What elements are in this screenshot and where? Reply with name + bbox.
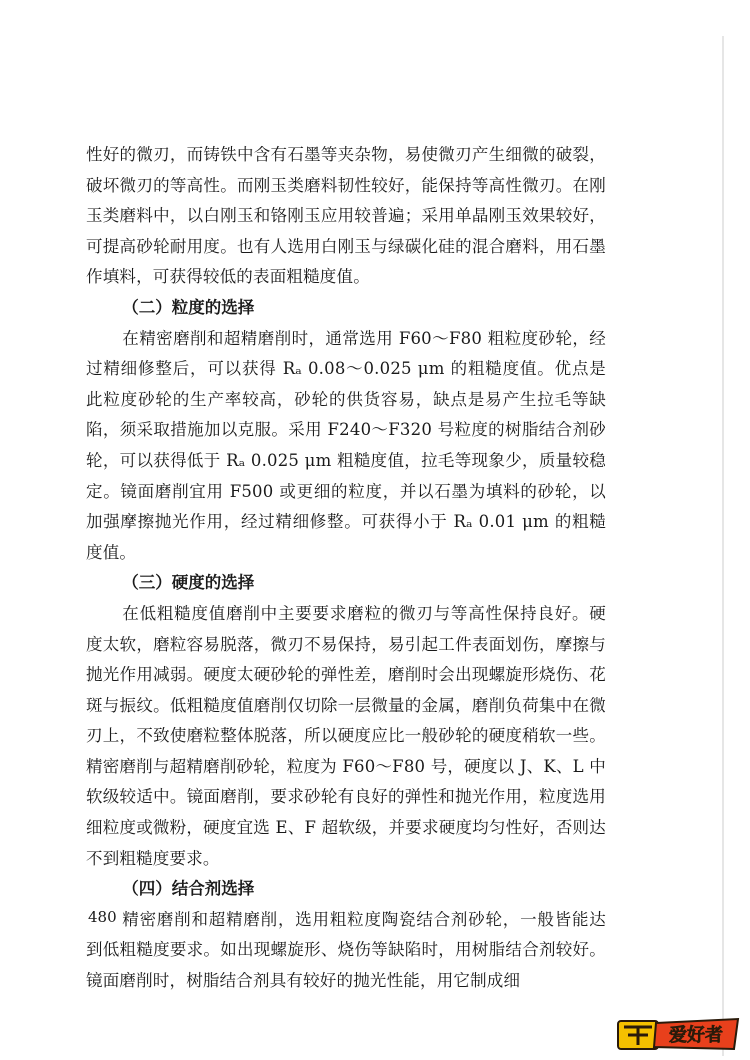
paragraph-bond: 精密磨削和超精磨削，选用粗粒度陶瓷结合剂砂轮，一般皆能达到低粗糙度要求。如出现螺旋形、烧伤等缺陷时，用树脂结合剂较好。镜面磨削时，树脂结合剂具有较好的抛光性能，用它制成细 xyxy=(86,909,606,991)
page-body xyxy=(86,140,606,997)
woodworking-logo-watermark xyxy=(616,1013,742,1053)
section-heading-hardness: （三）硬度的选择 xyxy=(122,573,255,593)
section-heading-bond: （四）结合剂选择 xyxy=(122,879,255,899)
paragraph-hardness: 在低粗糙度值磨削中主要要求磨粒的微刃与等高性保持良好。硬度太软，磨粒容易脱落，微刃不易保持，易引起工件表面划伤，摩擦与抛光作用减弱。硬度太硬砂轮的弹性差，磨削时会出现螺旋形烧伤、花斑与振纹。低粗糙度值磨削仅切除一层微量的金属，磨削负荷集中在微刃上，不致使磨粒整体脱落，所以硬度应比一般砂轮的硬度稍软一些。精密磨削与超精磨削砂轮，粒度为 F60～F80 号，硬度以 J、K、L 中软级较适中。镜面磨削，要求砂轮有良好的弹性和抛光作用，粒度选用细粒度或微粉，硬度宜选 E、F 超软级，并要求硬度均匀性好，否则达不到粗糙度要求。 xyxy=(86,603,606,868)
paragraph-grain-size: 在精密磨削和超精磨削时，通常选用 F60～F80 粗粒度砂轮，经过精细修整后，可以获得 Rₐ 0.08～0.025 μm 的粗糙度值。优点是此粒度砂轮的生产率较高，砂轮的供货容易，缺点是易产生拉毛等缺陷，须采取措施加以克服。采用 F240～F320 号粒度的树脂结合剂砂轮，可以获得低于 Rₐ 0.025 μm 粗糙度值，拉毛等现象少，质量较稳定。镜面磨削宜用 F500 或更细的粒度，并以石墨为填料的砂轮，以加强摩擦抛光作用，经过精细修整。可获得小于 Rₐ 0.01 μm 的粗糙度值。 xyxy=(86,328,606,562)
scrollbar-track[interactable] xyxy=(722,36,724,1056)
paragraph-cast-iron: 性好的微刃，而铸铁中含有石墨等夹杂物，易使微刃产生细微的破裂，破坏微刃的等高性。而刚玉类磨料韧性较好，能保持等高性微刃。在刚玉类磨料中，以白刚玉和铬刚玉应用较普遍；采用单晶刚玉效果较好，可提高砂轮耐用度。也有人选用白刚玉与绿碳化硅的混合磨料，用石墨作填料，可获得较低的表面粗糙度值。 xyxy=(86,145,606,287)
logo-text: 爱好者 xyxy=(669,1025,723,1046)
section-heading-grain-size: （二）粒度的选择 xyxy=(122,297,255,317)
logo-banner xyxy=(654,1019,738,1049)
logo-emblem xyxy=(618,1021,658,1049)
page-number: 480 xyxy=(88,908,117,926)
